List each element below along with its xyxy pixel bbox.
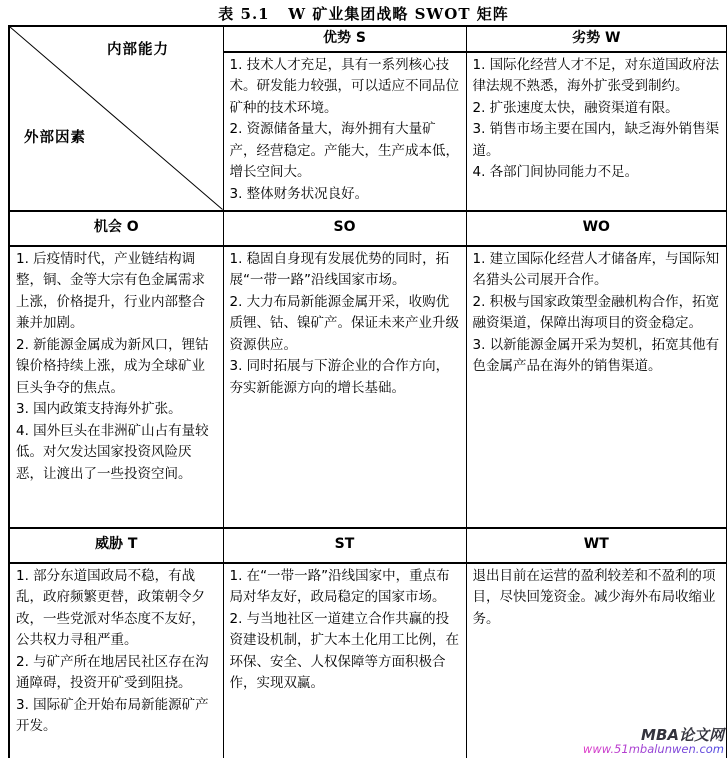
strengths-item: 2. 资源储备量大，海外拥有大量矿产，经营稳定。产能大，生产成本低，增长空间大。 bbox=[229, 121, 459, 180]
header-weaknesses: 劣势 W bbox=[466, 26, 727, 52]
so-item: 3. 同时拓展与下游企业的合作方向，夯实新能源方向的增长基础。 bbox=[229, 358, 450, 396]
cell-weaknesses bbox=[466, 52, 727, 211]
cell-strengths bbox=[223, 52, 466, 211]
wo-item: 2. 积极与国家政策型金融机构合作，拓宽融资渠道，保障出海项目的资金稳定。 bbox=[472, 293, 720, 331]
st-item: 2. 与当地社区一道建立合作共赢的投资建设机制，扩大本土化用工比例，在环保、安全、人权保障等方面积极合作，实现双赢。 bbox=[229, 610, 459, 691]
opportunities-item: 2. 新能源金属成为新风口，锂钴镍价格持续上涨，成为全球矿业巨头争夺的焦点。 bbox=[16, 336, 209, 396]
st-item: 1. 在“一带一路”沿线国家中，重点布局对华友好，政局稳定的国家市场。 bbox=[229, 567, 450, 605]
corner-label-external: 外部因素 bbox=[24, 130, 86, 146]
opportunities-item: 4. 国外巨头在非洲矿山占有量较低。对欠发达国家投资风险厌恶，让渡出了一些投资空间。 bbox=[16, 422, 209, 482]
threats-item: 3. 国际矿企开始布局新能源矿产开发。 bbox=[16, 696, 209, 734]
header-wo: WO bbox=[466, 211, 727, 246]
threats-item: 1. 部分东道国政局不稳，有战乱，政府频繁更替，政策朝令夕改，一些党派对华态度不友好，公共权力寻租严重。 bbox=[16, 567, 205, 648]
threats-item: 2. 与矿产所在地居民社区存在沟通障碍，投资开矿受到阻挠。 bbox=[16, 653, 209, 691]
weaknesses-item: 2. 扩张速度太快，融资渠道有限。 bbox=[472, 99, 679, 116]
cell-so-strategies bbox=[223, 246, 466, 528]
header-st: ST bbox=[223, 528, 466, 563]
cell-st-strategies bbox=[223, 563, 466, 758]
header-so: SO bbox=[223, 211, 466, 246]
opportunities-item: 3. 国内政策支持海外扩张。 bbox=[16, 401, 182, 417]
so-item: 1. 稳固自身现有发展优势的同时，拓展“一带一路”沿线国家市场。 bbox=[229, 250, 450, 288]
site-watermark bbox=[583, 727, 724, 756]
swot-matrix-table bbox=[8, 25, 727, 758]
header-strengths: 优势 S bbox=[223, 26, 466, 52]
cell-wo-strategies bbox=[466, 246, 727, 528]
cell-opportunities bbox=[9, 246, 223, 528]
opportunities-item: 1. 后疫情时代，产业链结构调整，铜、金等大宗有色金属需求上涨，价格提升，行业内部整合兼并加剧。 bbox=[16, 250, 205, 331]
corner-label-internal: 内部能力 bbox=[107, 42, 169, 58]
wt-item: 退出目前在运营的盈利较差和不盈利的项目，尽快回笼资金。减少海外布局收缩业务。 bbox=[472, 567, 716, 627]
corner-cell bbox=[9, 26, 223, 211]
header-opportunities: 机会 O bbox=[9, 211, 223, 246]
watermark-url: www.51mbalunwen.com bbox=[582, 742, 724, 757]
cell-threats bbox=[9, 563, 223, 758]
header-threats: 威胁 T bbox=[9, 528, 223, 563]
weaknesses-item: 1. 国际化经营人才不足，对东道国政府法律法规不熟悉，海外扩张受到制约。 bbox=[472, 56, 720, 94]
weaknesses-item: 3. 销售市场主要在国内，缺乏海外销售渠道。 bbox=[472, 121, 720, 159]
weaknesses-item: 4. 各部门间协同能力不足。 bbox=[472, 164, 639, 180]
wo-item: 1. 建立国际化经营人才储备库，与国际知名猎头公司展开合作。 bbox=[472, 250, 720, 288]
strengths-item: 3. 整体财务状况良好。 bbox=[229, 185, 369, 202]
strengths-item: 1. 技术人才充足，具有一系列核心技术。研发能力较强，可以适应不同品位矿种的技术环境。 bbox=[229, 56, 459, 116]
wo-item: 3. 以新能源金属开采为契机，拓宽其他有色金属产品在海外的销售渠道。 bbox=[472, 336, 720, 374]
table-caption: 表 5.1 W 矿业集团战略 SWOT 矩阵 bbox=[218, 5, 509, 23]
so-item: 2. 大力布局新能源金属开采，收购优质锂、钴、镍矿产。保证未来产业升级资源供应。 bbox=[229, 293, 459, 353]
watermark-site-name: MBA论文网 bbox=[641, 725, 724, 744]
header-wt: WT bbox=[466, 528, 727, 563]
